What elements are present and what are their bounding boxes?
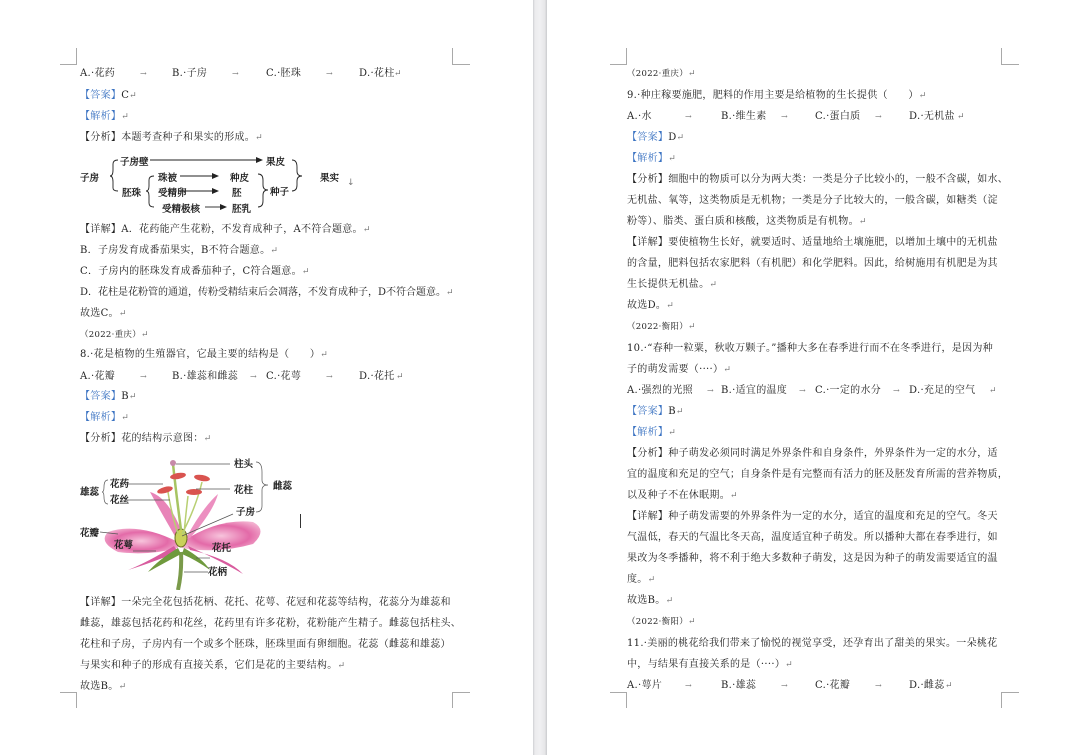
question-text: 8.·花是植物的生殖器官，它最主要的结构是（ ）	[80, 349, 321, 360]
crop-mark-top-right-h	[1001, 64, 1019, 65]
diagram-node-peizhu: 胚珠	[122, 188, 142, 199]
crop-mark-bottom-right-v	[1001, 692, 1002, 708]
q9-fenxi-line-2	[627, 194, 998, 208]
q10-fenxi-line-1	[627, 447, 998, 461]
xiangjie-text: C．子房内的胚珠发育成番茄种子，C符合题意。	[80, 266, 302, 277]
analysis-label: 【解析】	[80, 111, 122, 122]
q7-option-c: C.·胚珠	[266, 68, 302, 79]
flower-structure-image	[78, 452, 303, 590]
answer-value: D	[668, 132, 677, 143]
paragraph-mark: ↵	[394, 69, 402, 79]
document-page-right	[547, 0, 1081, 755]
analysis-label: 【解析】	[627, 153, 669, 164]
crop-mark-bottom-left-v	[626, 692, 627, 708]
tab-mark: →	[875, 112, 883, 121]
diagram-node-guopi: 果皮	[266, 157, 286, 168]
xiangjie-text: 生长提供无机盐。	[627, 279, 710, 290]
paragraph-mark: ↵	[118, 682, 127, 692]
q9-option-b: B.·维生素	[721, 111, 767, 122]
q9-jiexi	[627, 152, 676, 166]
q10-option-b: B.·适宜的温度	[721, 385, 788, 396]
q10-option-d: D.·充足的空气	[909, 385, 976, 396]
paragraph-mark: ↵	[647, 575, 656, 585]
paragraph-mark: ↵	[396, 372, 404, 382]
tab-mark: →	[799, 386, 807, 395]
q8-xiangjie-line-2	[80, 617, 461, 631]
paragraph-mark: ↵	[203, 434, 212, 444]
paragraph-mark: ↵	[676, 133, 685, 143]
flower-label-huaban: 花瓣	[80, 528, 100, 539]
text-cursor	[300, 514, 301, 528]
tab-mark: →	[781, 112, 789, 121]
q7-conclusion	[80, 307, 127, 321]
xiangjie-text: 【详解】种子萌发需要的外界条件为一定的水分，适宜的温度和充足的空气。冬天	[627, 511, 998, 522]
q8-option-b: B.·雄蕊和雌蕊	[172, 371, 239, 382]
q9-fenxi-line-1	[627, 173, 1008, 187]
xiangjie-text: 花柱和子房，子房内有一个或多个胚珠，胚珠里面有卵细胞。花蕊（雌蕊和雄蕊）	[80, 639, 451, 650]
crop-mark-top-right	[452, 48, 453, 64]
q10-xiangjie-line-2	[627, 531, 998, 545]
q7-option-a: A.·花药	[80, 68, 116, 79]
source-text: （2022·衡阳）	[627, 322, 689, 332]
paragraph-mark: ↵	[688, 69, 696, 79]
diagram-node-zifangbi: 子房壁	[120, 157, 149, 168]
q10-fenxi-line-2	[627, 468, 1008, 482]
q11-option-d: D.·雌蕊	[909, 680, 945, 691]
paragraph-mark: ↵	[118, 309, 127, 319]
fenxi-text: 以及种子不在休眠期。	[627, 490, 730, 501]
paragraph-mark: ↵	[121, 413, 130, 423]
xiangjie-text: 【详解】A．花药能产生花粉，不发育成种子，A不符合题意。	[80, 224, 363, 235]
flower-label-huabing: 花柄	[208, 567, 228, 578]
crop-mark-bottom-left-v	[76, 692, 77, 708]
question-text: 中，与结果有直接关系的是（····）	[627, 659, 786, 670]
tab-mark: →	[875, 681, 883, 690]
q9-answer	[627, 131, 684, 145]
crop-mark-top-left	[76, 48, 77, 64]
q10-jiexi	[627, 426, 676, 440]
q10-options-row	[627, 384, 1007, 398]
q11-option-c: C.·花瓣	[815, 680, 851, 691]
fenxi-text: 粉等）、脂类、蛋白质和核酸，这类物质是有机物。	[627, 216, 859, 227]
crop-mark-bottom-right-v	[452, 692, 453, 708]
q8-answer	[80, 390, 137, 404]
paragraph-mark: ↵	[337, 661, 346, 671]
q8-option-a: A.·花瓣	[80, 371, 116, 382]
q9-xiangjie-line-3	[627, 278, 717, 292]
answer-label: 【答案】	[80, 391, 122, 402]
crop-mark-top-left-h	[60, 64, 77, 65]
diagram-node-pei: 胚	[232, 188, 242, 199]
answer-label: 【答案】	[627, 132, 669, 143]
question-text: 11.·美丽的桃花给我们带来了愉悦的视觉享受，还孕育出了甜美的果实。一朵桃花	[627, 638, 998, 649]
q7-option-b: B.·子房	[172, 68, 208, 79]
conclusion-text: 故选B。	[80, 681, 119, 692]
paragraph-mark: ↵	[858, 217, 867, 227]
q9-option-c: C.·蛋白质	[815, 111, 861, 122]
paragraph-mark: ↵	[121, 112, 130, 122]
paragraph-mark: ↵	[709, 280, 718, 290]
q7-fenxi	[80, 131, 263, 145]
question-text: 9.·种庄稼要施肥，肥料的作用主要是给植物的生长提供（ ）	[627, 90, 919, 101]
q9-conclusion	[627, 299, 674, 313]
crop-mark-bottom-left	[60, 692, 77, 693]
q7-xiangjie-line-1	[80, 223, 371, 237]
crop-mark-top-left-h	[610, 64, 627, 65]
flower-label-huatuo: 花托	[212, 543, 232, 554]
q10-fenxi-line-3	[627, 489, 738, 503]
paragraph-mark: ↵	[320, 350, 329, 360]
fenxi-text: 无机盐、氧等，这类物质是无机物；一类是分子比较大的，一般含碳，如糖类（淀	[627, 195, 998, 206]
page-gutter	[533, 0, 547, 755]
flower-illustration	[78, 452, 303, 590]
diagram-para-mark: ↓	[347, 178, 355, 188]
paragraph-mark: ↵	[918, 91, 927, 101]
question-text: 10.·“春种一粒粟，秋收万颗子。”播种大多在春季进行而不在冬季进行，是因为种	[627, 343, 994, 354]
paragraph-mark: ↵	[128, 392, 137, 402]
q8-option-d: D.·花托	[359, 371, 395, 382]
q10-xiangjie-line-1	[627, 510, 998, 524]
tab-mark: →	[326, 69, 334, 78]
tab-mark: →	[685, 681, 693, 690]
q10-conclusion	[627, 594, 673, 608]
seed-fruit-formation-diagram	[80, 152, 360, 216]
q8-xiangjie-line-3	[80, 638, 451, 652]
fenxi-text: 宜的温度和充足的空气；自身条件是有完整而有活力的胚及胚发育所需的营养物质，	[627, 469, 1009, 480]
source-text: （2022·重庆）	[627, 69, 689, 79]
fenxi-text: 【分析】细胞中的物质可以分为两大类：一类是分子比较小的，一般不含碳，如水、	[627, 174, 1009, 185]
source-text: （2022·衡阳）	[627, 617, 689, 627]
paragraph-mark: ↵	[301, 267, 310, 277]
q10-option-a: A.·强烈的光照	[627, 385, 693, 396]
diagram-node-zhongpi: 种皮	[230, 173, 250, 184]
q10-answer	[627, 405, 684, 419]
paragraph-mark: ↵	[730, 491, 738, 501]
xiangjie-text: 雌蕊，雄蕊包括花药和花丝，花药里有许多花粉，花粉能产生精子。雌蕊包括柱头、	[80, 618, 462, 629]
paragraph-mark: ↵	[270, 246, 279, 256]
conclusion-text: 故选B。	[627, 595, 666, 606]
diagram-node-zifang: 子房	[80, 173, 100, 184]
flower-label-huazhu: 花柱	[234, 485, 254, 496]
question-text: 子的萌发需要（····）	[627, 364, 724, 375]
xiangjie-text: B．子房发育成番茄果实，B不符合题意。	[80, 245, 271, 256]
q9-xiangjie-line-1	[627, 236, 998, 250]
crop-mark-bottom-left	[610, 692, 627, 693]
q10-question-line-2	[627, 363, 731, 377]
tab-mark: →	[707, 386, 715, 395]
flower-label-zifang: 子房	[236, 507, 256, 518]
answer-label: 【答案】	[627, 406, 669, 417]
paragraph-mark: ↵	[666, 301, 675, 311]
q11-option-a: A.·萼片	[627, 680, 663, 691]
q7-xiangjie-line-2	[80, 244, 278, 258]
paragraph-mark: ↵	[255, 133, 263, 143]
flower-label-huasi: 花丝	[110, 495, 130, 506]
xiangjie-text: 气温低，春天的气温比冬天高，温度适宜种子萌发。所以播种大都在春季进行，如	[627, 532, 998, 543]
answer-value: B	[121, 391, 129, 402]
q8-source	[80, 328, 149, 342]
q9-xiangjie-line-2	[627, 257, 998, 271]
crop-mark-top-right-h	[452, 64, 470, 65]
paragraph-mark: ↵	[688, 322, 696, 332]
flower-label-huayao: 花药	[110, 479, 130, 490]
diagram-node-shoujingluan: 受精卵	[158, 188, 187, 199]
paragraph-mark: ↵	[129, 91, 137, 101]
xiangjie-text: 的含量，肥料包括农家肥料（有机肥）和化学肥料。因此，给树施用有机肥是为其	[627, 258, 998, 269]
paragraph-mark: ↵	[668, 428, 677, 438]
q9-question	[627, 89, 927, 103]
document-page-left	[0, 0, 533, 755]
crop-mark-bottom-right	[452, 692, 470, 693]
answer-label: 【答案】	[80, 90, 122, 101]
xiangjie-text: 果改为冬季播种，将不利于绝大多数种子萌发，这是因为种子的萌发需要适宜的温	[627, 553, 998, 564]
q8-options-row	[80, 370, 460, 384]
paragraph-mark: ↵	[141, 330, 149, 340]
fenxi-text: 【分析】花的结构示意图：	[80, 433, 204, 444]
q10-xiangjie-line-4	[627, 573, 655, 587]
flower-label-zhutou: 柱头	[234, 459, 254, 470]
paragraph-mark: ↵	[957, 112, 965, 122]
flower-label-cirui: 雌蕊	[273, 481, 293, 492]
answer-value: C	[121, 90, 130, 101]
paragraph-mark: ↵	[945, 681, 953, 691]
conclusion-text: 故选D。	[627, 300, 667, 311]
crop-mark-top-right	[1001, 48, 1002, 64]
q9-options-row	[627, 110, 1007, 124]
flower-label-huae: 花萼	[114, 540, 134, 551]
tab-mark: →	[893, 386, 901, 395]
q11-question-line-1	[627, 637, 997, 651]
tab-mark: →	[140, 69, 148, 78]
flower-label-xiongrui: 雄蕊	[80, 487, 100, 498]
q8-conclusion	[80, 680, 126, 694]
diagram-node-zhongzi: 种子	[270, 187, 290, 198]
diagram-node-shoujingjihe: 受精极核	[162, 204, 201, 215]
xiangjie-text: 与果实和种子的形成有直接关系，它们是花的主要结构。	[80, 660, 338, 671]
paragraph-mark: ↵	[446, 288, 454, 298]
q7-option-d: D.·花柱	[359, 68, 395, 79]
xiangjie-text: 度。	[627, 574, 648, 585]
diagram-node-zhubei: 珠被	[158, 173, 178, 184]
q7-jiexi	[80, 110, 129, 124]
paragraph-mark: ↵	[665, 596, 674, 606]
q8-xiangjie-line-4	[80, 659, 345, 673]
conclusion-text: 故选C。	[80, 308, 119, 319]
xiangjie-text: 【详解】要使植物生长好，就要适时、适量地给土壤施肥，以增加土壤中的无机盐	[627, 237, 998, 248]
q8-xiangjie-line-1	[80, 596, 451, 610]
paragraph-mark: ↵	[723, 365, 732, 375]
analysis-label: 【解析】	[80, 412, 122, 423]
paragraph-mark: ↵	[688, 617, 696, 627]
diagram-node-peiru: 胚乳	[232, 204, 252, 215]
paragraph-mark: ↵	[362, 225, 371, 235]
tab-mark: →	[685, 112, 693, 121]
q7-xiangjie-line-4	[80, 286, 454, 300]
q10-xiangjie-line-3	[627, 552, 998, 566]
xiangjie-text: 【详解】一朵完全花包括花柄、花托、花萼、花冠和花蕊等结构，花蕊分为雄蕊和	[80, 597, 451, 608]
q9-option-d: D.·无机盐	[909, 111, 955, 122]
fenxi-text: 【分析】本题考查种子和果实的形成。	[80, 132, 256, 143]
q11-options-row	[627, 679, 1007, 693]
paragraph-mark: ↵	[675, 407, 684, 417]
q11-source	[627, 615, 696, 629]
tab-mark: →	[140, 372, 148, 381]
q7-answer	[80, 89, 137, 103]
fenxi-text: 【分析】种子萌发必须同时满足外界条件和自身条件，外界条件为一定的水分，适	[627, 448, 998, 459]
xiangjie-text: D．花柱是花粉管的通道，传粉受精结束后会凋落，不发育成种子，D不符合题意。	[80, 287, 447, 298]
tab-mark: →	[326, 372, 334, 381]
q10-question-line-1	[627, 342, 993, 356]
q10-source	[627, 320, 696, 334]
q11-question-line-2	[627, 658, 793, 672]
tab-mark: →	[781, 681, 789, 690]
paragraph-mark: ↵	[785, 660, 793, 670]
q9-source	[627, 67, 696, 81]
tab-mark: →	[232, 69, 240, 78]
q8-jiexi	[80, 411, 129, 425]
paragraph-mark: ↵	[668, 154, 677, 164]
source-text: （2022·重庆）	[80, 330, 142, 340]
answer-value: B	[668, 406, 676, 417]
q7-options-row	[80, 67, 460, 81]
q10-option-c: C.·一定的水分	[815, 385, 882, 396]
q11-option-b: B.·雄蕊	[721, 680, 757, 691]
crop-mark-top-left	[626, 48, 627, 64]
q8-question	[80, 348, 328, 362]
q8-fenxi	[80, 432, 211, 446]
tab-mark: →	[250, 372, 258, 381]
q9-option-a: A.·水	[627, 111, 652, 122]
q8-option-c: C.·花萼	[266, 371, 302, 382]
diagram-node-guoshi: 果实	[320, 173, 340, 184]
q7-xiangjie-line-3	[80, 265, 310, 279]
paragraph-mark: ↵	[989, 386, 997, 396]
q9-fenxi-line-3	[627, 215, 867, 229]
analysis-label: 【解析】	[627, 427, 669, 438]
